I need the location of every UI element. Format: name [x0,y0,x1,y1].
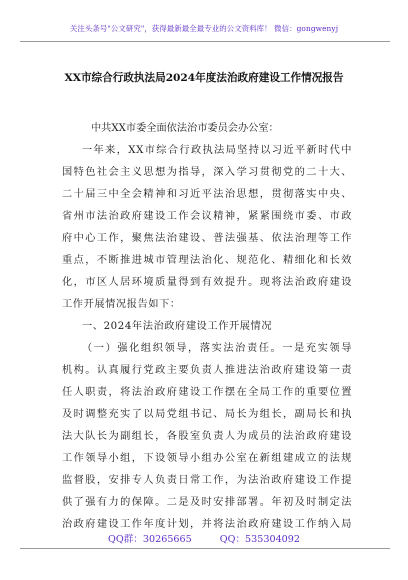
header-divider [20,41,390,42]
body-line: 工作领导小组，下设领导小组办公室在新组建成立的法规 [62,453,352,464]
body-line: 省州市法治政府建设工作会议精神，紧紧围绕市委、市政 [62,211,352,222]
section-heading: 一、2024年法治政府建设工作开展情况 [82,321,273,332]
body-line: 监督股，安排专人负责日常工作，为法治政府建设工作提 [62,475,352,486]
body-line: 府中心工作，聚焦法治建设、普法强基、依法治理等工作 [62,233,352,244]
body-line: 重点，不断推进城市管理法治化、规范化、精细化和长效 [62,255,352,266]
body-line: 机构。认真履行党政主要负责人推进法治政府建设第一责 [62,365,352,376]
document-body [62,140,352,536]
body-line: 供了强有力的保障。二是及时安排部署。年初及时制定法 [62,497,352,508]
footer-divider [20,548,390,549]
body-line: 法大队长为副组长，各股室负责人为成员的法治政府建设 [62,431,352,442]
body-line: 工作开展情况报告如下： [62,299,181,310]
body-line: 及时调整充实了以局党组书记、局长为组长，副局长和执 [62,409,352,420]
document-title: XX市综合行政执法局2024年度法治政府建设工作情况报告 [64,72,344,84]
body-line: 一年来，XX市综合行政执法局坚持以习近平新时代中 [82,145,352,156]
body-line: 国特色社会主义思想为指导，深入学习贯彻党的二十大、 [62,167,352,178]
addressee-line: 中共XX市委全面依法治市委员会办公室： [91,123,279,134]
footer-qq-group: QQ群：30265665 [107,534,192,545]
body-line: 治政府建设工作年度计划，并将法治政府建设工作纳入局 [62,519,352,530]
body-line: 二十届三中全会精神和习近平法治思想，贯彻落实中央、 [62,189,352,200]
body-line: 化，市区人居环境质量得到有效提升。现将法治政府建设 [62,277,352,288]
body-line: 任人职责，将法治政府建设工作摆在全局工作的重要位置 [62,387,352,398]
footer-qq: QQ：535304092 [219,534,300,545]
subsection-heading-line: （一）强化组织领导，落实法治责任。一是充实领导 [82,343,352,354]
header-banner: 关注头条号"公文研究"，获得最新最全最专业的公文资料库！ 微信：gongwenyj [69,24,339,33]
footer-contact [0,531,408,545]
